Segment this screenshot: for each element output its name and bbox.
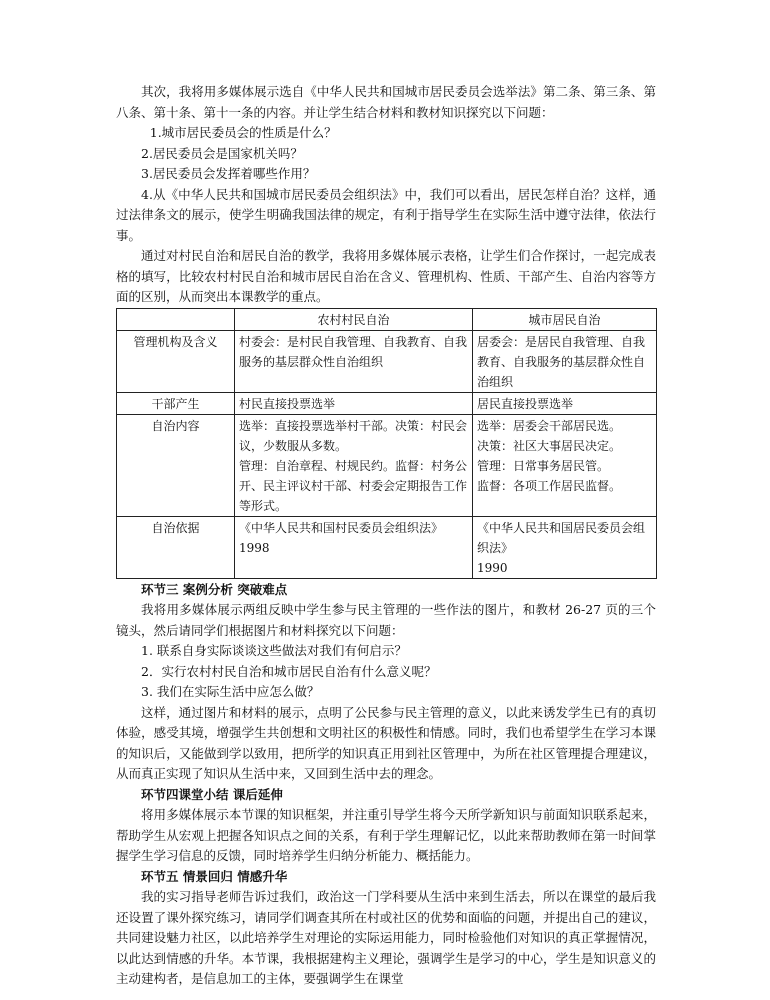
urban-cell bbox=[473, 414, 657, 516]
cell-text: 《中华人民共和国居民委员会组织法》 bbox=[477, 520, 646, 555]
question-item: 2．实行农村村民自治和城市居民自治有什么意义呢？ bbox=[141, 663, 437, 679]
table-row bbox=[117, 414, 657, 516]
question-item: 2.居民委员会是国家机关吗？ bbox=[141, 145, 303, 161]
question-item: 3. 我们在实际生活中应怎么做？ bbox=[141, 684, 320, 699]
cell-text: 管理：自治章程、村规民约。监督：村务公开、民主评议村干部、村委会定期报告工作等形式。 bbox=[239, 458, 468, 513]
section-paragraph: 我的实习指导老师告诉过我们，政治这一门学科要从生活中来到生活去，所以在课堂的最后我还设置了课外探究练习，请同学们调查其所在村或社区的优势和面临的问题，并提出自己的建议，共同建设魅力社区，以此培养学生对理论的实际运用能力，同时检验他们对知识的真正掌握情况，以此达到情感的升华。本节课，我根据建构主义理论，强调学生是学习的中心，学生是知识意义的主动建构者，是信息加工的主体，要强调学生在课堂 bbox=[116, 889, 656, 986]
section-paragraph: 这样，通过图片和材料的展示，点明了公民参与民主管理的意义，以此来诱发学生已有的真切体验，感受其境，增强学生共创想和文明社区的积极性和情感。同时，我们也希望学生在学习本课的知识后，又能做到学以致用，把所学的知识真正用到社区管理中，为所在社区管理提合理建议，从而真正实现了知识从生活中来，又回到生活中去的理念。 bbox=[116, 704, 656, 781]
cell-text: 选举：居委会干部居民选。 bbox=[477, 418, 622, 433]
rural-cell bbox=[235, 516, 473, 578]
document-page bbox=[116, 82, 656, 990]
intro-paragraph: 其次，我将用多媒体展示选自《中华人民共和国城市居民委员会选举法》第二条、第三条、第八条、第十条、第十一条的内容。并让学生结合材料和教材知识探究以下问题： bbox=[116, 84, 656, 120]
table-intro-paragraph: 通过对村民自治和居民自治的教学，我将用多媒体展示表格，让学生们合作探讨，一起完成表格的填写，比较农村村民自治和城市居民自治在含义、管理机构、性质、干部产生、自治内容等方面的区别，从而突出本课教学的重点。 bbox=[116, 248, 656, 304]
urban-cell bbox=[473, 516, 657, 578]
cell-text: 管理：日常事务居民管。 bbox=[477, 458, 610, 473]
row-label: 自治依据 bbox=[117, 516, 235, 578]
row-label: 干部产生 bbox=[117, 392, 235, 414]
cell-text: 居民直接投票选举 bbox=[477, 396, 574, 411]
section-paragraph: 将用多媒体展示本节课的知识框架，并注重引导学生将今天所学新知识与前面知识联系起来，帮助学生从宏观上把握各知识点之间的关系，有利于学生理解记忆，以此来帮助教师在第一时间掌握学生学习信息的反馈，同时培养学生归纳分析能力、概括能力。 bbox=[116, 807, 656, 863]
section-heading: 环节三 案例分析 突破难点 bbox=[141, 581, 288, 597]
cell-text: 1998 bbox=[239, 540, 270, 555]
section-heading: 环节四课堂小结 课后延伸 bbox=[141, 786, 283, 802]
section-paragraph: 我将用多媒体展示两组反映中学生参与民主管理的一些作法的图片，和教材 26-27 页的三个镜头，然后请同学们根据图片和材料探究以下问题： bbox=[116, 602, 656, 638]
row-label: 管理机构及含义 bbox=[117, 330, 235, 392]
table-header-row bbox=[117, 308, 657, 330]
cell-text: 1990 bbox=[477, 560, 508, 575]
urban-cell bbox=[473, 392, 657, 414]
cell-text: 村委会：是村民自我管理、自我教育、自我服务的基层群众性自治组织 bbox=[239, 334, 468, 369]
table-header-cell: 农村村民自治 bbox=[235, 308, 473, 330]
cell-text: 村民直接投票选举 bbox=[239, 396, 336, 411]
question-item: 4.从《中华人民共和国城市居民委员会组织法》中，我们可以看出，居民怎样自治？这样，通过法律条文的展示，使学生明确我国法律的规定，有利于指导学生在实际生活中遵守法律，依法行事。 bbox=[116, 186, 656, 243]
row-label: 自治内容 bbox=[117, 414, 235, 516]
cell-text: 选举：直接投票选举村干部。决策：村民会议，少数服从多数。 bbox=[239, 418, 468, 453]
table-row bbox=[117, 516, 657, 578]
section-heading: 环节五 情景回归 情感升华 bbox=[141, 868, 288, 884]
table-row bbox=[117, 392, 657, 414]
urban-cell bbox=[473, 330, 657, 392]
table-row bbox=[117, 330, 657, 392]
cell-text: 《中华人民共和国村民委员会组织法》 bbox=[239, 520, 444, 535]
rural-cell bbox=[235, 392, 473, 414]
cell-text: 监督：各项工作居民监督。 bbox=[477, 478, 622, 493]
rural-cell bbox=[235, 330, 473, 392]
table-header-cell: 城市居民自治 bbox=[473, 308, 657, 330]
rural-cell bbox=[235, 414, 473, 516]
question-item: 1. 联系自身实际谈谈这些做法对我们有何启示？ bbox=[141, 643, 407, 658]
cell-text: 决策：社区大事居民决定。 bbox=[477, 438, 622, 453]
question-item: 1.城市居民委员会的性质是什么？ bbox=[149, 125, 337, 140]
comparison-table bbox=[116, 308, 657, 579]
cell-text: 居委会：是居民自我管理、自我教育、自我服务的基层群众性自治组织 bbox=[477, 334, 646, 389]
question-item: 3.居民委员会发挥着哪些作用？ bbox=[141, 166, 316, 181]
table-header-cell bbox=[117, 308, 235, 330]
